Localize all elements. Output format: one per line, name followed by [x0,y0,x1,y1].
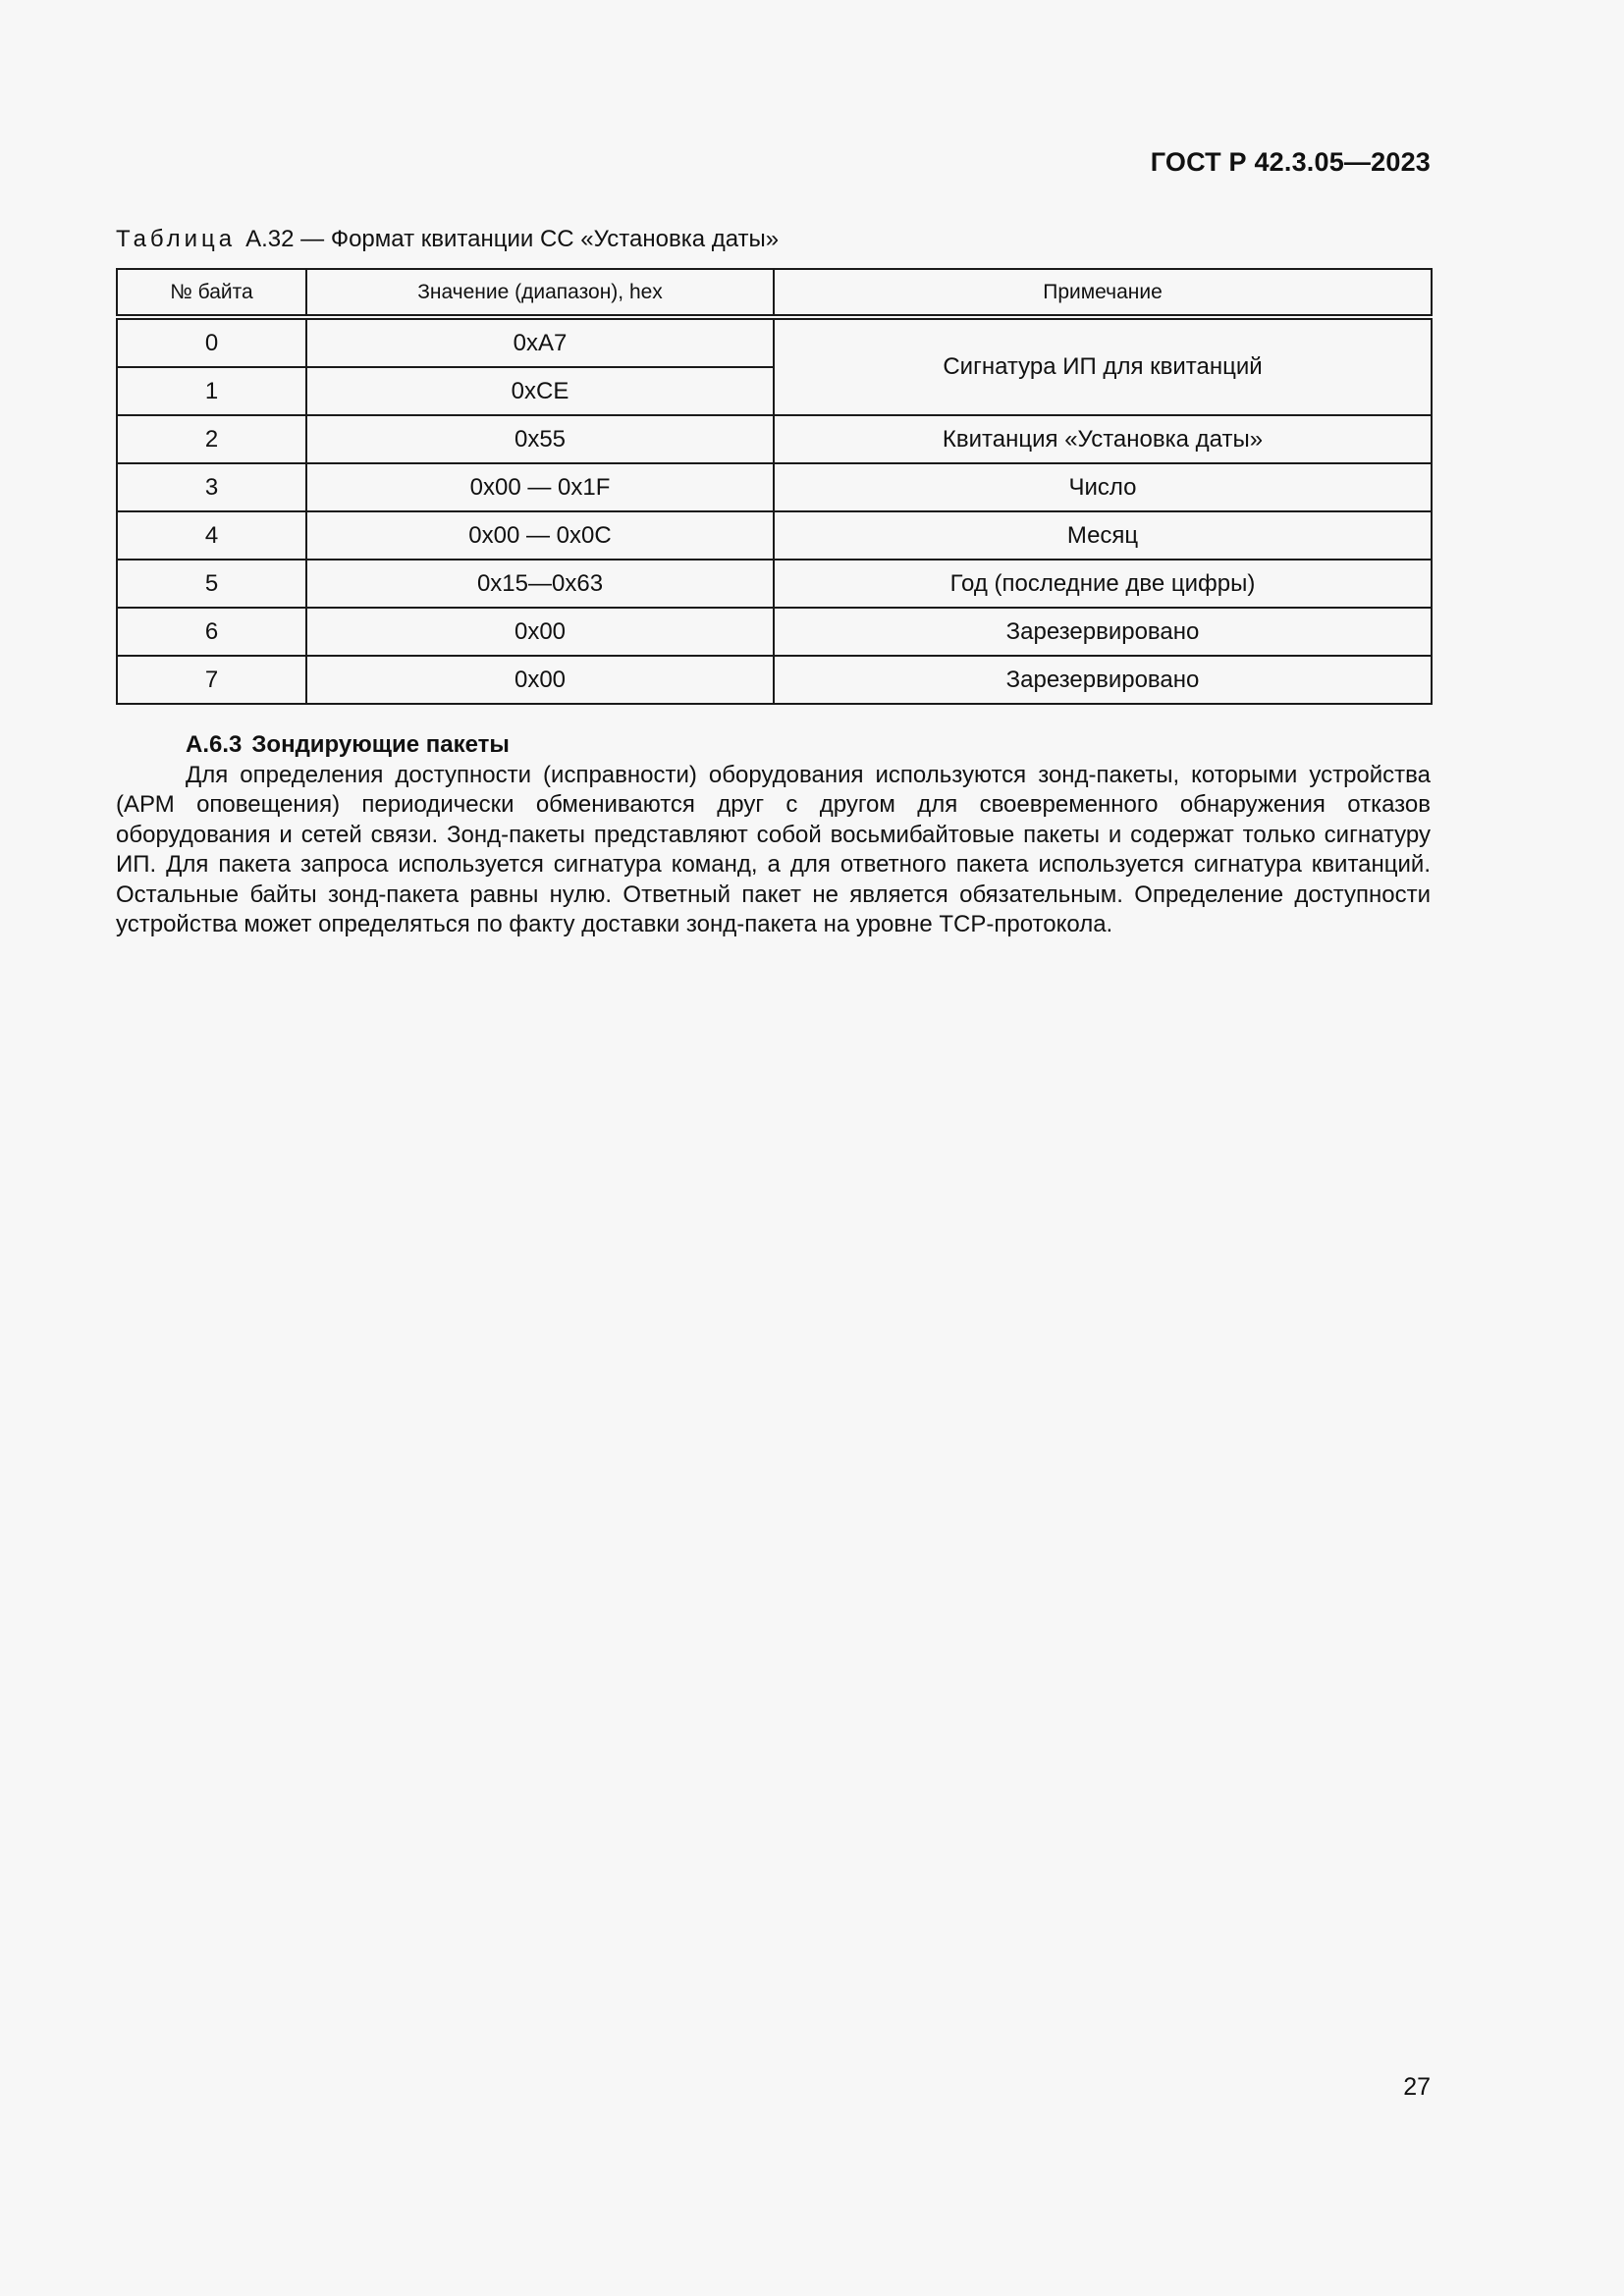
cell-byte: 5 [117,560,306,608]
table-row [117,317,1432,367]
cell-byte: 4 [117,511,306,560]
cell-value: 0x00 [306,656,774,704]
section-title: Зондирующие пакеты [251,731,510,758]
cell-value: 0x00 [306,608,774,656]
cell-value: 0x00 — 0x1F [306,463,774,511]
section-body-paragraph: Для определения доступности (исправности) оборудования используются зонд-пакеты, которыми устройства (АРМ оповещения) периодически обмениваются друг с другом для своевременного обнаружения отказов оборудования и сетей связи. Зонд-пакеты представляют собой восьмибайтовые пакеты и содержат только сигнатуру ИП. Для пакета запроса используется сигнатура команд, а для ответного пакета используется сигнатура квитанций. Остальные байты зонд-пакета равны нулю. Ответный пакет не является обязательным. Определение доступности устройства может определяться по факту доставки зонд-пакета на уровне ТСР-протокола. [116,761,1431,937]
cell-byte: 1 [117,367,306,415]
cell-note: Квитанция «Установка даты» [774,415,1432,463]
cell-byte: 7 [117,656,306,704]
cell-byte: 2 [117,415,306,463]
table-row [117,656,1432,704]
cell-note: Зарезервировано [774,608,1432,656]
column-header-note: Примечание [774,269,1432,317]
cell-value: 0x55 [306,415,774,463]
table-row [117,511,1432,560]
page-number: 27 [1403,2073,1431,2101]
section-heading [186,730,1431,761]
column-header-value: Значение (диапазон), hex [306,269,774,317]
table-caption-word: Таблица [116,226,237,252]
cell-note: Зарезервировано [774,656,1432,704]
table-row [117,463,1432,511]
cell-value: 0x15—0x63 [306,560,774,608]
cell-byte: 0 [117,317,306,367]
table-row [117,415,1432,463]
table-header-row [117,269,1432,317]
document-standard-header: ГОСТ Р 42.3.05—2023 [1150,147,1431,177]
column-header-byte: № байта [117,269,306,317]
table-row [117,560,1432,608]
byte-format-table [116,268,1433,705]
table-row [117,608,1432,656]
cell-value: 0xCE [306,367,774,415]
cell-note-merged: Сигнатура ИП для квитанций [774,317,1432,415]
cell-note: Месяц [774,511,1432,560]
table-caption [116,226,779,253]
cell-value: 0x00 — 0x0C [306,511,774,560]
cell-note: Год (последние две цифры) [774,560,1432,608]
cell-value: 0xA7 [306,317,774,367]
cell-byte: 6 [117,608,306,656]
cell-note: Число [774,463,1432,511]
cell-byte: 3 [117,463,306,511]
table-caption-text: А.32 — Формат квитанции СС «Установка даты» [245,226,780,252]
section-number: А.6.3 [186,731,243,758]
section-probe-packets [116,730,1431,940]
